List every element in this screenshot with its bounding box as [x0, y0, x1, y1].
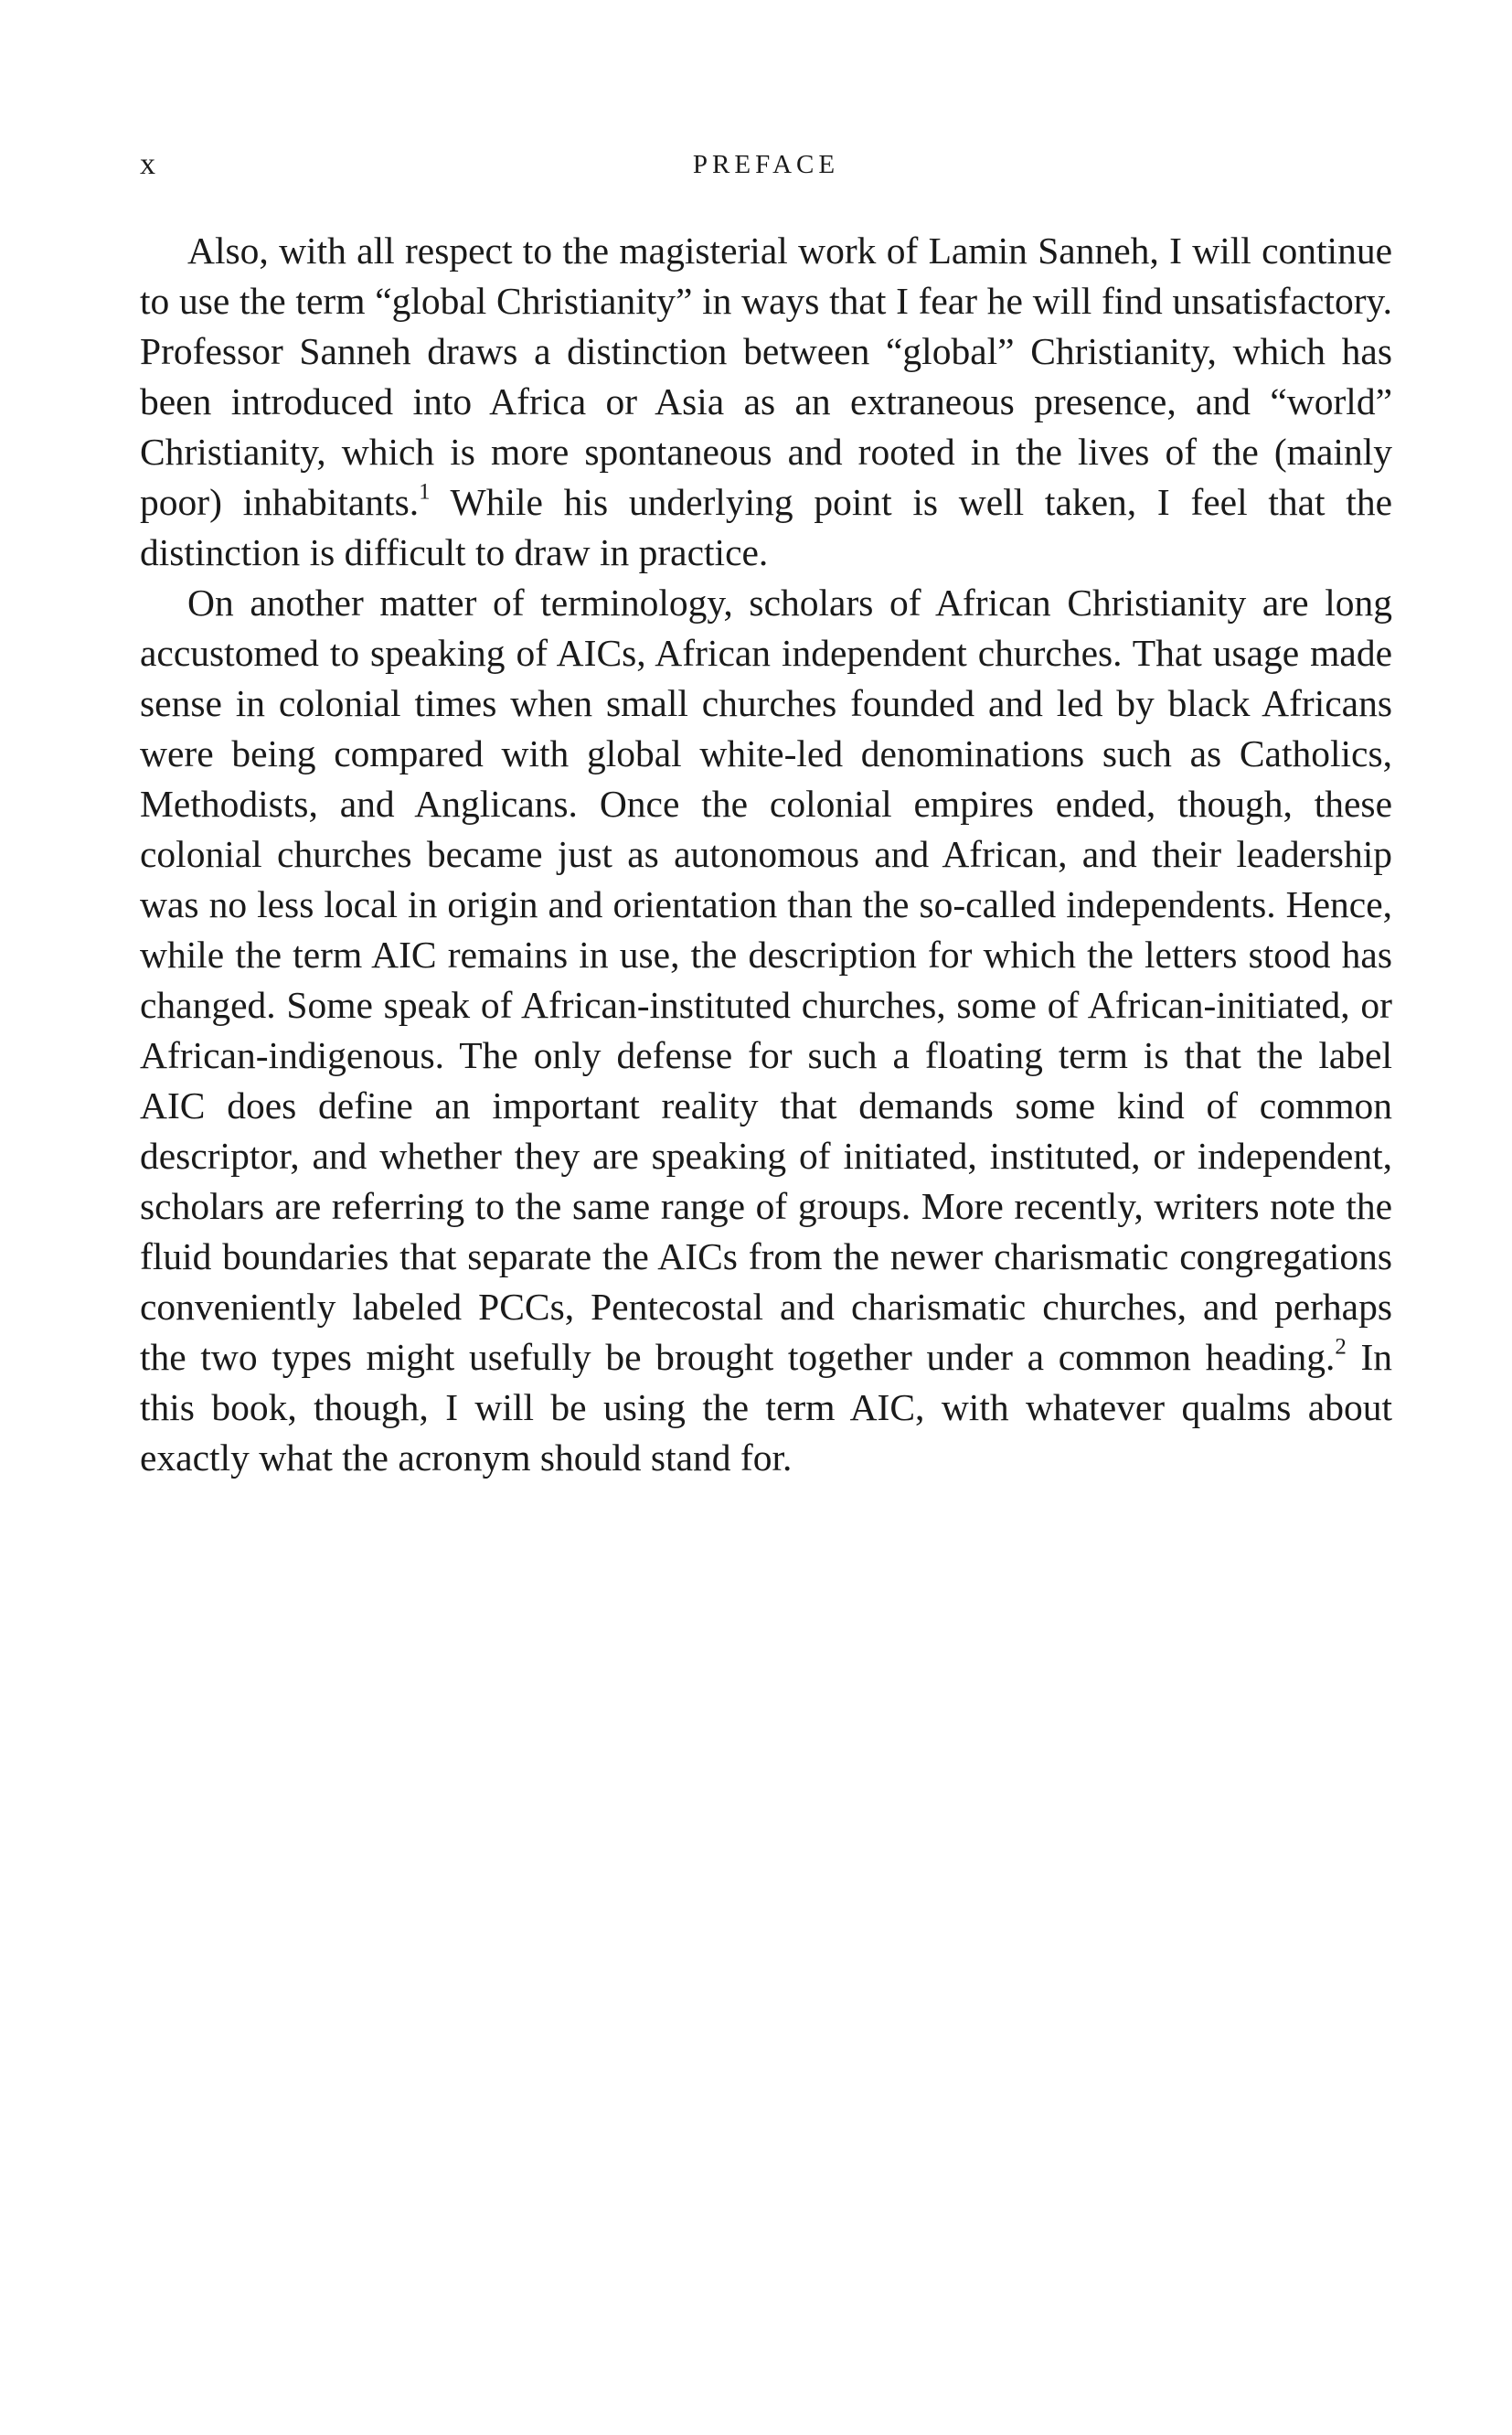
paragraph-text: Also, with all respect to the magisterial work of Lamin Sanneh, I will continue to use the term “global Christianity” in ways that I fear he will find unsatisfactory. Professor Sanneh draws a distinction between “global” Christianity, which has been introduced into Africa or Asia as an extraneous presence, and “world” Christianity, which is more spontaneous and rooted in the lives of the (mainly poor) inhabitants. — [140, 230, 1392, 523]
running-head — [140, 146, 1392, 183]
footnote-marker: 2 — [1335, 1334, 1347, 1360]
body-text — [140, 226, 1392, 1483]
paragraph-text: In this book, though, I will be using the term AIC, with whatever qualms about exactly what the acronym should stand for. — [140, 1336, 1393, 1479]
paragraph — [140, 578, 1392, 1483]
running-title: PREFACE — [692, 150, 840, 179]
page-number: x — [140, 147, 155, 181]
paragraph-text: While his underlying point is well taken, I feel that the distinction is difficult to draw in practice. — [140, 481, 1392, 573]
paragraph-text: On another matter of terminology, scholars of African Christianity are long accustomed to speaking of AICs, African independent churches. That usage made sense in colonial times when small churches founded and led by black Africans were being compared with global white-led denominations such as Catholics, Methodists, and Anglicans. Once the colonial empires ended, though, these colonial churches became just as autonomous and African, and their leadership was no less local in origin and orientation than the so-called independents. Hence, while the term AIC remains in use, the description for which the letters stood has changed. Some speak of African-instituted churches, some of African-initiated, or African-indigenous. The only defense for such a floating term is that the label AIC does define an important reality that demands some kind of common descriptor, and whether they are speaking of initiated, instituted, or independent, scholars are referring to the same range of groups. More recently, writers note the fluid boundaries that separate the AICs from the newer charismatic congregations conveniently labeled PCCs, Pentecostal and charismatic churches, and perhaps the two types might usefully be brought together under a common heading. — [140, 582, 1392, 1378]
paragraph — [140, 226, 1392, 578]
footnote-marker: 1 — [419, 479, 431, 505]
